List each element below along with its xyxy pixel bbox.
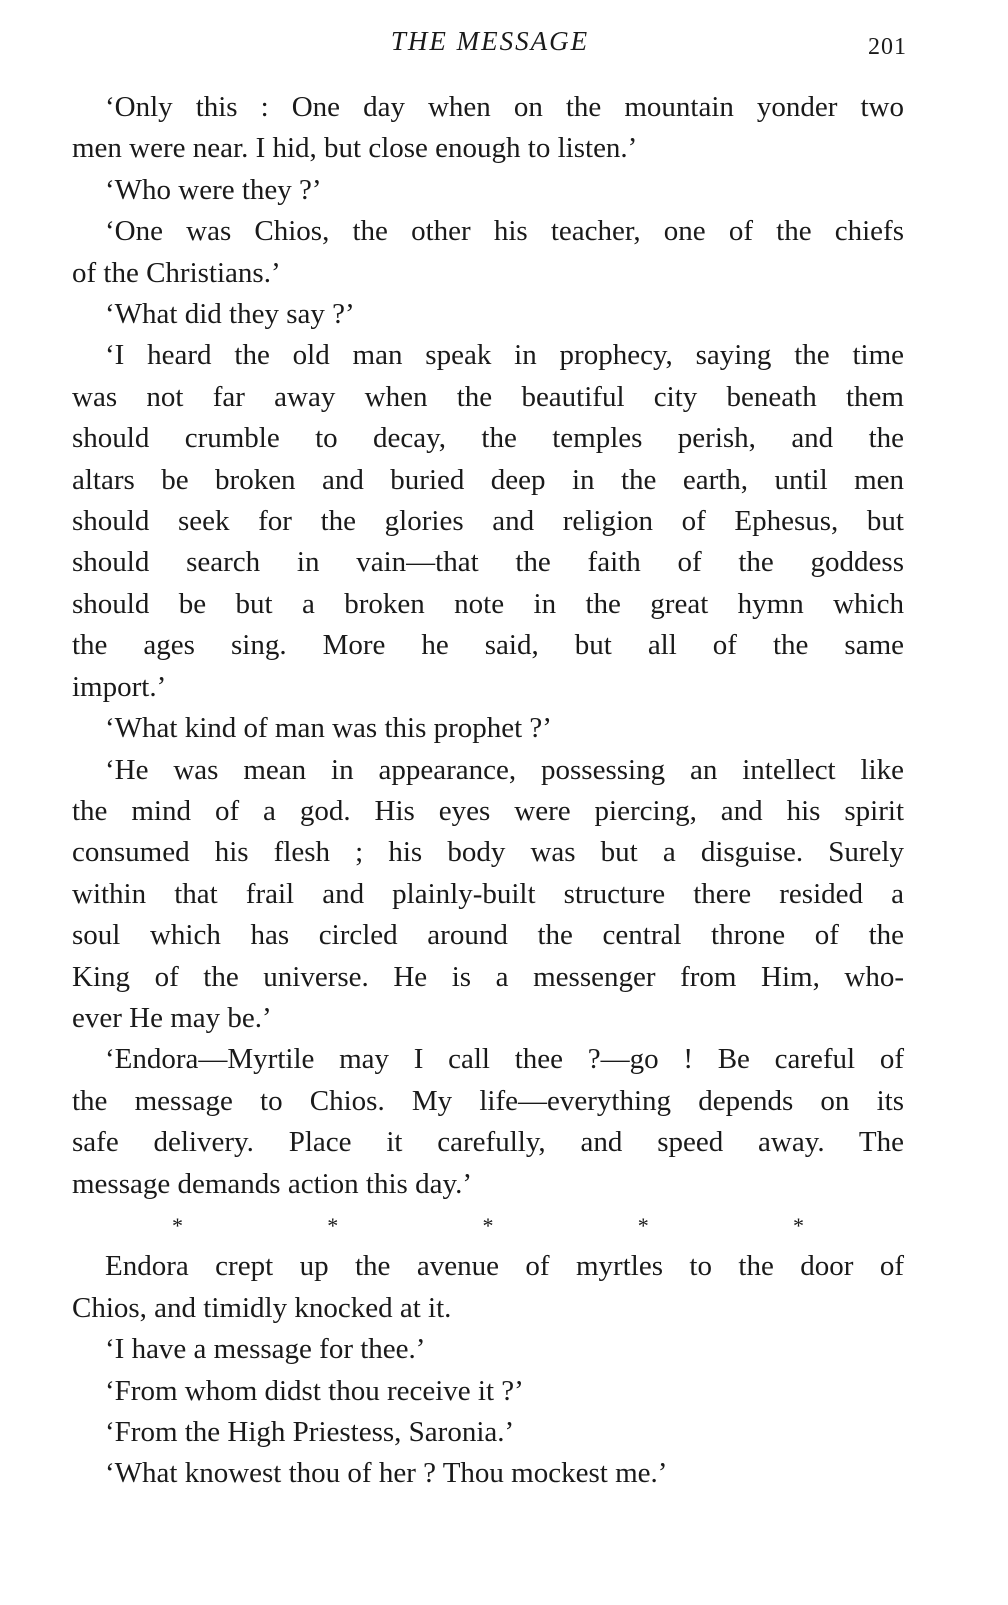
text-line: ‘From the High Priestess, Saronia.’: [105, 1416, 515, 1448]
text-line: within that frail and plainly-built structure there resided a: [72, 877, 904, 910]
running-head: [0, 26, 1008, 57]
text-line: Chios, and timidly knocked at it.: [72, 1291, 452, 1324]
text-line: ‘Who were they ?’: [105, 173, 322, 206]
text-line: should be but a broken note in the great hymn which: [72, 587, 904, 620]
page-number: 201: [868, 34, 907, 60]
page-body: [72, 87, 904, 1495]
text-line: ‘Endora—Myrtile may I call thee ?—go ! Be careful of: [105, 1043, 904, 1076]
text-line: ‘I heard the old man speak in prophecy, saying the time: [105, 339, 904, 372]
text-line: the mind of a god. His eyes were piercing, and his spirit: [72, 794, 904, 827]
text-line: King of the universe. He is a messenger from Him, who-: [72, 960, 904, 993]
text-line: men were near. I hid, but close enough to listen.’: [72, 132, 638, 165]
asterisk: *: [637, 1212, 649, 1238]
text-line: was not far away when the beautiful city beneath them: [72, 380, 904, 413]
text-line: Endora crept up the avenue of myrtles to the door of: [105, 1250, 904, 1283]
text-line: ‘Only this : One day when on the mountain yonder two: [105, 91, 904, 123]
text-line: soul which has circled around the central throne of the: [72, 919, 904, 952]
text-line: safe delivery. Place it carefully, and speed away. The: [72, 1126, 904, 1159]
text-line: ‘From whom didst thou receive it ?’: [105, 1374, 524, 1407]
asterisk: *: [482, 1212, 494, 1238]
text-line: the ages sing. More he said, but all of the same: [72, 629, 904, 662]
text-line: ‘I have a message for thee.’: [105, 1333, 426, 1366]
asterisk: *: [327, 1212, 339, 1238]
text-line: should crumble to decay, the temples perish, and the: [72, 422, 904, 455]
text-line: of the Christians.’: [72, 256, 281, 289]
asterisk: *: [172, 1212, 183, 1238]
asterisk: *: [793, 1212, 804, 1238]
text-line: ‘He was mean in appearance, possessing an intellect like: [105, 753, 904, 786]
chapter-title: THE MESSAGE: [390, 26, 590, 56]
text-line: consumed his flesh ; his body was but a disguise. Surely: [72, 836, 904, 869]
text-line: message demands action this day.’: [72, 1167, 472, 1200]
text-line: ‘One was Chios, the other his teacher, one of the chiefs: [105, 215, 904, 248]
text-line: import.’: [72, 670, 167, 703]
text-line: should search in vain—that the faith of the goddess: [72, 546, 904, 579]
text-line: the message to Chios. My life—everything depends on its: [72, 1084, 904, 1117]
text-line: ‘What knowest thou of her ? Thou mockest me.’: [105, 1457, 668, 1490]
section-break: [72, 1205, 904, 1246]
text-line: ‘What did they say ?’: [105, 298, 355, 331]
text-line: altars be broken and buried deep in the earth, until men: [72, 463, 904, 496]
text-line: ‘What kind of man was this prophet ?’: [105, 712, 552, 745]
text-line: ever He may be.’: [72, 1001, 272, 1034]
text-line: should seek for the glories and religion of Ephesus, but: [72, 505, 904, 538]
